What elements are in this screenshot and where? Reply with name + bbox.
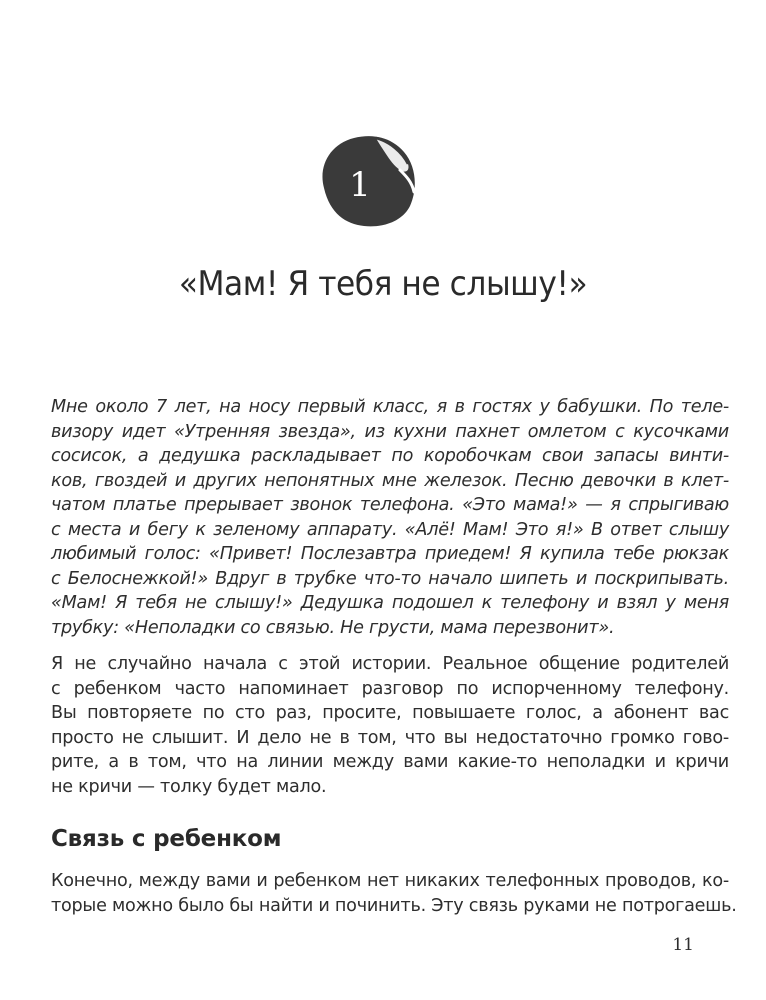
epigraph-line: Мне около 7 лет, на носу первый класс, я в гостях у бабушки. По теле- [51,397,729,417]
body-line: с ребенком часто напоминает разговор по испорченному телефону. [51,678,729,699]
epigraph-line: с Белоснежкой!» Вдруг в трубке что-то начало шипеть и поскрипывать. [51,568,729,589]
epigraph-line: сосисок, а дедушка раскладывает по коробочкам свои запасы винти- [51,446,729,466]
epigraph-line: ков, гвоздей и других непонятных мне железок. Песню девочки в клет- [51,470,729,491]
body-paragraph-1 [51,652,729,799]
body-line: Я не случайно начала с этой истории. Реальное общение родителей [51,654,729,674]
epigraph-line: трубку: «Неполадки со связью. Не грусти, мама перезвонит». [51,617,615,638]
chapter-title: «Мам! Я тебя не слышу!» [178,264,588,304]
body-line: рите, а в том, что на линии между вами какие-то неполадки и кричи [51,752,729,772]
section-heading: Связь с ребенком [51,826,282,852]
epigraph-line: визору идет «Утренняя звезда», из кухни пахнет омлетом с кусочками [51,421,729,442]
epigraph-line: любимый голос: «Привет! Послезавтра приедем! Я купила тебе рюкзак [51,544,729,564]
epigraph-paragraph [51,395,729,640]
page-number: 11 [672,935,694,955]
body-line: не кричи — толку будет мало. [51,776,327,797]
body-line: торые можно было бы найти и починить. Эту связь руками не потрогаешь. [51,895,737,916]
body-paragraph-2 [51,869,737,918]
chapter-stone-icon [310,130,422,230]
body-line: Вы повторяете по сто раз, просите, повышаете голос, а абонент вас [51,703,729,723]
chapter-number: 1 [349,165,371,205]
body-line: просто не слышит. И дело не в том, что вы недостаточно громко гово- [51,727,729,748]
epigraph-line: чатом платье прерывает звонок телефона. «Это мама!» — я спрыгиваю [51,495,729,515]
epigraph-line: «Мам! Я тебя не слышу!» Дедушка подошел к телефону и взял у меня [51,593,729,613]
body-line: Конечно, между вами и ребенком нет никаких телефонных проводов, ко- [51,871,729,891]
chapter-number-badge [310,130,422,230]
epigraph-line: с места и бегу к зеленому аппарату. «Алё! Мам! Это я!» В ответ слышу [51,519,729,540]
